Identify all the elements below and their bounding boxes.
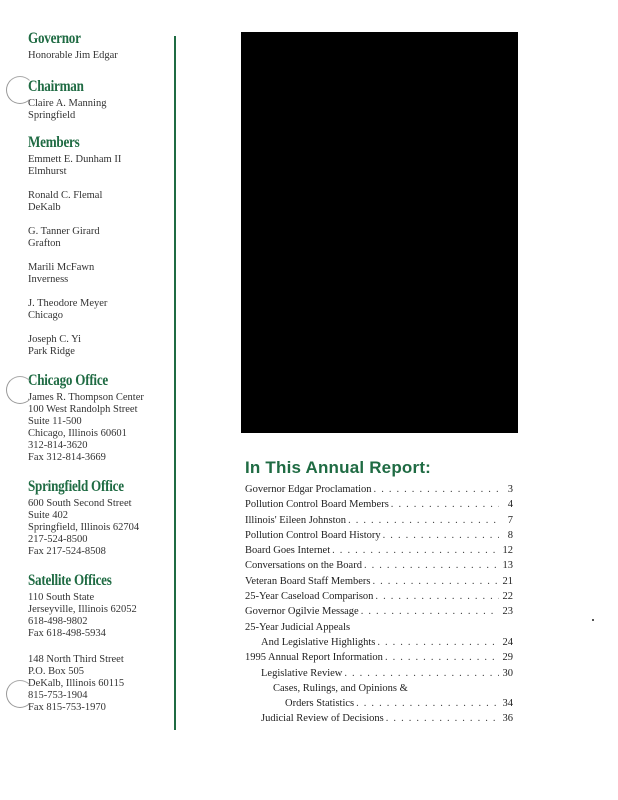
toc-entry-page: 8 bbox=[507, 529, 513, 541]
phone-line: 312-814-3620 bbox=[28, 440, 88, 451]
member-city: Elmhurst bbox=[28, 166, 67, 177]
toc-entry-page: 12 bbox=[502, 545, 513, 557]
table-of-contents bbox=[245, 482, 513, 727]
governor-name: Honorable Jim Edgar bbox=[28, 50, 118, 61]
member-name: Marili McFawn bbox=[28, 262, 95, 273]
address-line: 148 North Third Street bbox=[28, 654, 124, 665]
address-line: 110 South State bbox=[28, 592, 95, 603]
toc-entry-page: 23 bbox=[502, 606, 513, 618]
fax-line: Fax 618-498-5934 bbox=[28, 628, 106, 639]
chairman-heading: Chairman bbox=[28, 78, 84, 95]
members-heading: Members bbox=[28, 134, 80, 151]
toc-entry[interactable] bbox=[245, 589, 513, 604]
toc-entry-page: 34 bbox=[502, 698, 513, 710]
toc-title: In This Annual Report: bbox=[245, 458, 432, 477]
toc-entry-page: 30 bbox=[502, 667, 513, 679]
cover-photo bbox=[241, 32, 518, 433]
fax-line: Fax 815-753-1970 bbox=[28, 702, 106, 713]
toc-entry[interactable] bbox=[245, 620, 513, 635]
satellite-office bbox=[28, 592, 168, 640]
satellite-offices-section bbox=[28, 572, 168, 714]
toc-entry-title: Pollution Control Board Members bbox=[245, 499, 389, 511]
toc-entry-page: 21 bbox=[502, 575, 513, 587]
springfield-office-section bbox=[28, 478, 168, 558]
member-city: Inverness bbox=[28, 274, 69, 285]
address-line: Chicago, Illinois 60601 bbox=[28, 428, 127, 439]
chicago-office-section bbox=[28, 372, 168, 464]
toc-entry-title: 1995 Annual Report Information bbox=[245, 652, 383, 664]
member-city: Chicago bbox=[28, 310, 63, 321]
chairman-section bbox=[28, 78, 168, 122]
fax-line: Fax 217-524-8508 bbox=[28, 546, 106, 557]
governor-heading: Governor bbox=[28, 30, 81, 47]
toc-entry[interactable] bbox=[245, 696, 513, 711]
toc-entry[interactable] bbox=[245, 681, 513, 696]
toc-entry-title: Conversations on the Board bbox=[245, 560, 362, 572]
toc-entry-page: 22 bbox=[502, 591, 513, 603]
vertical-divider bbox=[174, 36, 176, 730]
member-name: Joseph C. Yi bbox=[28, 334, 81, 345]
address-line: P.O. Box 505 bbox=[28, 666, 85, 677]
toc-entry[interactable] bbox=[245, 604, 513, 619]
satellite-office bbox=[28, 654, 168, 714]
toc-entry-title: Governor Ogilvie Message bbox=[245, 606, 359, 618]
phone-line: 217-524-8500 bbox=[28, 534, 88, 545]
toc-entry[interactable] bbox=[245, 635, 513, 650]
toc-entry-title: 25-Year Caseload Comparison bbox=[245, 591, 374, 603]
chicago-office-heading: Chicago Office bbox=[28, 372, 109, 389]
member-entry bbox=[28, 298, 168, 322]
toc-entry-title: Illinois' Eileen Johnston bbox=[245, 514, 347, 526]
toc-entry-page: 4 bbox=[507, 499, 513, 511]
address-line: James R. Thompson Center bbox=[28, 392, 144, 403]
sidebar bbox=[28, 30, 168, 726]
toc-entry-title: Orders Statistics bbox=[285, 698, 355, 710]
toc-entry[interactable] bbox=[245, 528, 513, 543]
member-entry bbox=[28, 334, 168, 358]
address-line: 100 West Randolph Street bbox=[28, 404, 138, 415]
springfield-office-heading: Springfield Office bbox=[28, 478, 124, 495]
toc-entry[interactable] bbox=[245, 513, 513, 528]
member-entry bbox=[28, 154, 168, 178]
toc-entry-title: Judicial Review of Decisions bbox=[261, 713, 384, 725]
members-section bbox=[28, 134, 168, 358]
toc-entry[interactable] bbox=[245, 543, 513, 558]
toc-entry-title: Veteran Board Staff Members bbox=[245, 575, 371, 587]
member-name: Emmett E. Dunham II bbox=[28, 154, 122, 165]
address-line: Jerseyville, Illinois 62052 bbox=[28, 604, 137, 615]
toc-entry[interactable] bbox=[245, 574, 513, 589]
toc-entry-title: Board Goes Internet bbox=[245, 545, 331, 557]
toc-entry-page: 13 bbox=[502, 560, 513, 572]
fax-line: Fax 312-814-3669 bbox=[28, 452, 106, 463]
address-line: DeKalb, Illinois 60115 bbox=[28, 678, 125, 689]
address-line: 600 South Second Street bbox=[28, 498, 132, 509]
member-city: DeKalb bbox=[28, 202, 61, 213]
toc-entry-title: 25-Year Judicial Appeals bbox=[245, 621, 351, 633]
member-name: J. Theodore Meyer bbox=[28, 298, 108, 309]
address-line: Springfield, Illinois 62704 bbox=[28, 522, 140, 533]
toc-entry[interactable] bbox=[245, 558, 513, 573]
phone-line: 618-498-9802 bbox=[28, 616, 88, 627]
toc-entry-title: Legislative Review bbox=[261, 667, 343, 679]
punch-hole-mark bbox=[6, 76, 34, 104]
address-line: Suite 11-500 bbox=[28, 416, 82, 427]
toc-entry-page: 29 bbox=[502, 652, 513, 664]
toc-entry-title: Governor Edgar Proclamation bbox=[245, 484, 372, 495]
punch-hole-mark bbox=[6, 680, 34, 708]
toc-entry-title: And Legislative Highlights bbox=[261, 636, 376, 648]
toc-entry-page: 7 bbox=[507, 514, 513, 526]
toc-entry-page: 36 bbox=[502, 713, 513, 725]
punch-hole-mark bbox=[6, 376, 34, 404]
address-line: Suite 402 bbox=[28, 510, 68, 521]
member-name: G. Tanner Girard bbox=[28, 226, 100, 237]
toc-entry-title: Pollution Control Board History bbox=[245, 529, 381, 541]
toc-entry-page: 24 bbox=[502, 636, 513, 648]
member-city: Grafton bbox=[28, 238, 61, 249]
scan-speck bbox=[592, 619, 594, 621]
toc-entry[interactable] bbox=[245, 666, 513, 681]
toc-entry-title: Cases, Rulings, and Opinions & bbox=[273, 682, 408, 694]
satellite-offices-heading: Satellite Offices bbox=[28, 572, 112, 589]
member-name: Ronald C. Flemal bbox=[28, 190, 103, 201]
member-entry bbox=[28, 226, 168, 250]
toc-entry[interactable] bbox=[245, 711, 513, 726]
governor-section bbox=[28, 30, 168, 62]
toc-entry[interactable] bbox=[245, 650, 513, 665]
member-entry bbox=[28, 262, 168, 286]
chairman-name: Claire A. Manning bbox=[28, 98, 107, 109]
phone-line: 815-753-1904 bbox=[28, 690, 88, 701]
member-entry bbox=[28, 190, 168, 214]
toc-entry[interactable] bbox=[245, 497, 513, 512]
member-city: Park Ridge bbox=[28, 346, 75, 357]
toc-entry-page: 3 bbox=[507, 484, 513, 495]
chairman-city: Springfield bbox=[28, 110, 76, 121]
toc-entry[interactable] bbox=[245, 482, 513, 497]
